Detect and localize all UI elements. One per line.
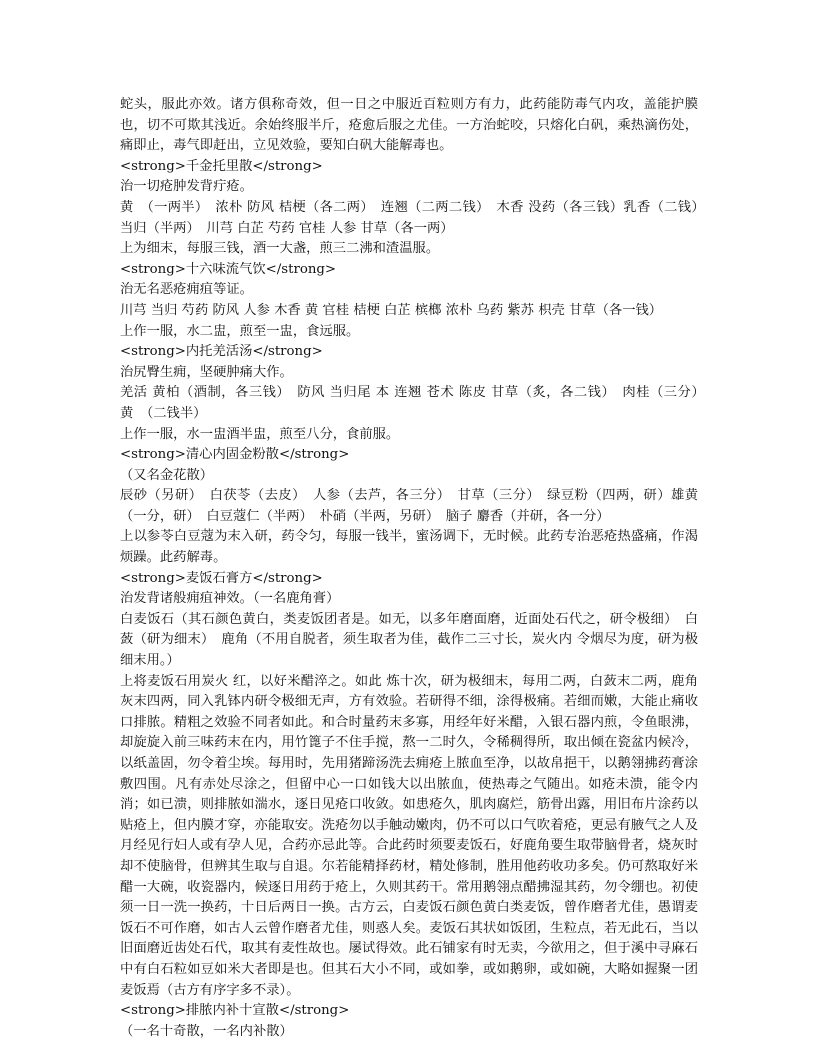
recipe-title: <strong>麦饭石膏方</strong> — [120, 570, 323, 586]
recipe-title: <strong>千金托里散</strong> — [120, 158, 323, 174]
recipe-title: <strong>内托羌活汤</strong> — [120, 344, 323, 360]
text-paragraph: 上为细末，每服三钱，酒一大盏，煎三二沸和渣温服。 — [120, 241, 440, 257]
text-paragraph: （又名金花散） — [120, 467, 214, 483]
ingredients-paragraph: 辰砂（另研） 白茯苓（去皮） 人参（去芦，各三分） 甘草（三分） 绿豆粉（四两，研）雄黄（一分，研） 白豆蔻仁（半两） 朴硝（半两，另研） 脑子 麝香（并研，各一分） — [120, 488, 698, 524]
text-paragraph: （一名十奇散，一名内补散） — [120, 1023, 293, 1039]
document-page — [120, 95, 712, 1042]
recipe-title: <strong>十六味流气饮</strong> — [120, 261, 337, 277]
text-paragraph: 治一切疮肿发背疔疮。 — [120, 179, 253, 195]
text-paragraph: 蛇头，服此亦效。诸方俱称奇效，但一日之中服近百粒则方有力，此药能防毒气内攻，盖能护膜也，切不可欺其浅近。余始终服半斤，疮愈后服之尤佳。一方治蛇咬，只熔化白矾，乘热滴伤处，痛即止，毒气即赶出，立见效验，要知白矾大能解毒也。 — [120, 97, 698, 154]
ingredients-paragraph: 白麦饭石（其石颜色黄白，类麦饭团者是。如无，以多年磨面磨，近面处石代之，研令极细） 白蔹（研为细末） 鹿角（不用自脱者，须生取者为佳，截作二三寸长，炭火内 令烟尽为度，研为极细末用。） — [120, 611, 698, 669]
text-paragraph: 上作一服，水一盅酒半盅，煎至八分，食前服。 — [120, 426, 400, 442]
recipe-title: <strong>排脓内补十宣散</strong> — [120, 1003, 350, 1019]
text-paragraph: 治发背诸般痈疽神效。（一名鹿角膏） — [120, 591, 340, 607]
text-paragraph: 上以参苓白豆蔻为末入研，药令匀，每服一钱半，蜜汤调下，无时候。此药专治恶疮热盛痛，作渴烦躁。此药解毒。 — [120, 529, 698, 566]
text-paragraph: 上将麦饭石用炭火 红，以好米醋淬之。如此 炼十次，研为极细末，每用二两，白蔹末二两，鹿角灰末四两，同入乳钵内研令极细无声，方有效验。若研得不细，涂得极痛。若细而嫩，大能止痛收口排脓。精粗之效验不同者如此。和合时量药末多寡，用经年好米醋，入银石器内煎，令鱼眼沸，却旋旋入前三味药末在内，用竹篦子不住手搅，熬一二时久，令稀稠得所，取出倾在瓷盆内候冷，以纸盖固，勿令着尘埃。每用时，先用猪蹄汤洗去痈疮上脓血至净，以故帛挹干，以鹅翎拂药膏涂敷四围。凡有赤处尽涂之，但留中心一口如钱大以出脓血，使热毒之气随出。如疮未溃，能令内消；如已溃，则排脓如湍水，逐日见疮口收敛。如患疮久，肌肉腐烂，筋骨出露，用旧布片涂药以贴疮上，但内膜才穿，亦能取安。洗疮勿以手触动嫩肉，仍不可以口气吹着疮，更忌有腋气之人及月经见行妇人或有孕人见，合药亦忌此等。合此药时须要麦饭石，好鹿角要生取带脑骨者，烧灰时却不使脑骨，但辨其生取与自退。尔若能精择药材，精处修制，胜用他药收功多矣。仍可熬取好米醋一大碗，收瓷器内，候逐日用药于疮上，久则其药干。常用鹅翎点醋拂湿其药，勿令绷也。初使须一日一洗一换药，十日后两日一换。古方云，白麦饭石颜色黄白类麦饭，曾作磨者尤佳，愚谓麦饭石不可作磨，如古人云曾作磨者尤佳，则惑人矣。麦饭石其状如饭团，生粒点，若无此石，当以旧面磨近齿处石代，取其有麦性故也。屡试得效。此石铺家有时无卖，今欲用之，但于溪中寻麻石中有白石粒如豆如米大者即是也。但其石大小不同，或如拳，或如鹅卵，或如碗，大略如握聚一团麦饭焉（古方有序字多不录）。 — [120, 673, 698, 998]
text-paragraph: 上作一服，水二盅，煎至一盅，食远服。 — [120, 323, 360, 339]
ingredients-paragraph: 川芎 当归 芍药 防风 人参 木香 黄 官桂 桔梗 白芷 槟榔 浓朴 乌药 紫苏 枳壳 甘草（各一钱） — [120, 302, 663, 318]
text-paragraph: 治尻臀生痈，坚硬肿痛大作。 — [120, 364, 293, 380]
recipe-title: <strong>清心内固金粉散</strong> — [120, 447, 350, 463]
text-paragraph: 治无名恶疮痈疽等证。 — [120, 282, 253, 298]
ingredients-paragraph: 羌活 黄柏（酒制，各三钱） 防风 当归尾 本 连翘 苍术 陈皮 甘草（炙，各二钱） 肉桂（三分） 黄 （二钱半） — [120, 385, 712, 421]
ingredients-paragraph: 黄 （一两半） 浓朴 防风 桔梗（各二两） 连翘（二两二钱） 木香 没药（各三钱）乳香（二钱） 当归（半两） 川芎 白芷 芍药 官桂 人参 甘草（各一两） — [120, 199, 712, 236]
